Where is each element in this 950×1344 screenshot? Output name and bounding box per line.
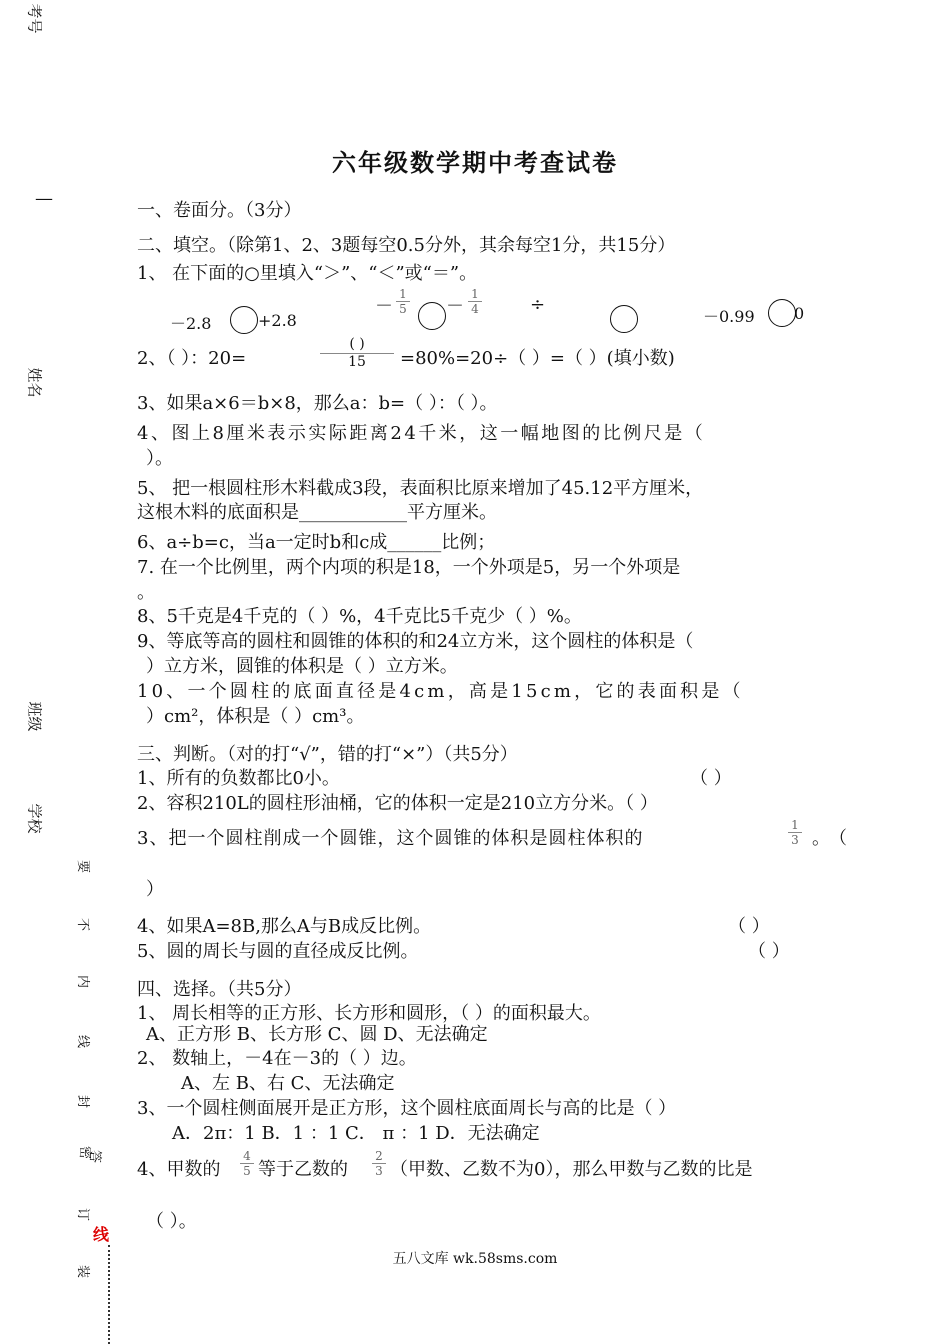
question-5-line-2: 这根木料的底面积是____________平方厘米。 [137,502,497,523]
question-10-line-1: 10、一个圆柱的底面直径是4cm，高是15cm，它的表面积是（ [137,681,744,702]
page-title: 六年级数学期中考查试卷 [332,148,618,177]
frac-den: 5 [399,302,407,316]
judge-1: 1、所有的负数都比0小。 [137,768,340,789]
section-1-heading: 一、卷面分。（3分） [137,200,302,221]
choice-4-answer: （ ）。 [146,1211,197,1232]
frac-num: 4 [243,1149,251,1163]
binding-char: 装 [75,1264,91,1279]
exam-no-label: 考号 [25,3,44,34]
judge-4: 4、如果A=8B,那么A与B成反比例。 [137,916,432,937]
warning-char: 线 [75,1034,91,1049]
question-8: 8、5千克是4千克的（ ）%，4千克比5千克少（ ）%。 [137,606,582,627]
section-2-heading: 二、填空。（除第1、2、3题每空0.5分外，其余每空1分，共15分） [137,235,676,256]
frac-num: 1 [791,818,799,832]
frac-den: 15 [348,354,366,370]
binding-char: 订 [75,1207,91,1222]
frac-den: 4 [471,302,479,316]
q1b-circle[interactable] [418,302,446,330]
choice-3: 3、一个圆柱侧面展开是正方形，这个圆柱底面周长与高的比是（ ） [137,1098,677,1119]
judge-5-paren: （ ） [748,941,790,962]
question-4-line-2: ）。 [146,448,173,469]
choice-2-options: A、左 B、右 C、无法确定 [181,1073,395,1094]
judge-3-close: ） [146,879,164,900]
warning-char: 封 [75,1094,91,1109]
frac-den: 3 [791,833,799,847]
choice-1-options: A、正方形 B、长方形 C、圆 D、无法确定 [146,1024,488,1045]
question-4-line-1: 4、图上8厘米表示实际距离24千米，这一幅地图的比例尺是（ [137,423,706,444]
q1b-minus-2: － [446,296,464,317]
frac-den: 5 [243,1164,251,1178]
judge-3-fraction [788,818,802,847]
q1d-left: －0.99 [703,307,755,326]
choice-4-start: 4、甲数的 [137,1159,221,1180]
question-7-line-2: 。 [137,582,155,603]
judge-5: 5、圆的周长与圆的直径成反比例。 [137,941,419,962]
q1d-right: 0 [794,304,805,323]
question-9-line-2: ）立方米，圆锥的体积是（ ）立方米。 [146,656,458,677]
frac-num: 1 [399,287,407,301]
choice-4-end: （甲数、乙数不为0），那么甲数与乙数的比是 [390,1159,753,1180]
question-10-line-2: ）cm²，体积是（ ）cm³。 [146,706,365,727]
warning-char: 密 [77,1145,93,1160]
warning-char: 内 [75,974,91,989]
frac-num: 2 [375,1149,383,1163]
name-label: 姓名 [25,367,44,398]
question-2-end: =80%=20÷（ ）=（ ）(填小数) [400,348,675,369]
margin-dash: — [35,188,53,209]
warning-char: 不 [75,917,91,932]
choice-4-fraction-1 [240,1149,254,1178]
q1b-frac-1 [396,287,410,316]
q1b-minus: － [375,296,393,317]
q1d-circle[interactable] [768,299,796,327]
judge-3-end: 。（ [812,828,855,849]
question-3: 3、如果a×6＝b×8，那么a：b=（ ）：（ ）。 [137,393,498,414]
choice-2: 2、 数轴上，－4在－3的（ ）边。 [137,1048,417,1069]
section-3-heading: 三、判断。（对的打“√”，错的打“×”）（共5分） [137,744,518,765]
footer-watermark: 五八文库 wk.58sms.com [392,1251,558,1267]
judge-4-paren: （ ） [728,916,770,937]
question-5-line-1: 5、 把一根圆柱形木料截成3段，表面积比原来增加了45.12平方厘米， [137,478,704,499]
q1a-right: +2.8 [258,311,297,330]
warning-char: 要 [75,859,91,874]
q1c-circle[interactable] [610,305,638,333]
class-label: 班级 [25,701,44,732]
warning-char: 答 [87,1149,103,1164]
frac-den: 3 [375,1164,383,1178]
q1c-divide: ÷ [530,294,546,315]
school-label: 学校 [25,803,44,834]
choice-3-options: A．2π：1 B．1 ：1 C． π ：1 D．无法确定 [172,1123,540,1144]
judge-1-paren: （ ） [690,768,732,789]
q1b-frac-2 [468,287,482,316]
frac-num: 1 [471,287,479,301]
q1a-circle[interactable] [230,306,258,334]
judge-2: 2、容积210L的圆柱形油桶，它的体积一定是210立方分米。（ ） [137,793,658,814]
question-6: 6、a÷b=c，当a一定时b和c成______比例； [137,532,496,553]
judge-3: 3、把一个圆柱削成一个圆锥，这个圆锥的体积是圆柱体积的 [137,828,644,849]
choice-4-middle: 等于乙数的 [258,1159,348,1180]
question-2-start: 2、（ ）：20= [137,348,247,369]
question-7-line-1: 7. 在一个比例里，两个内项的积是18，一个外项是5，另一个外项是 [137,557,681,578]
choice-4-fraction-2 [372,1149,386,1178]
choice-1: 1、 周长相等的正方形、长方形和圆形，（ ）的面积最大。 [137,1003,601,1024]
frac-num: ( ) [349,336,365,352]
binding-mark: 线 [93,1225,110,1244]
question-9-line-1: 9、等底等高的圆柱和圆锥的体积的和24立方米，这个圆柱的体积是（ [137,631,694,652]
q2-fraction [320,336,394,371]
section-4-heading: 四、选择。（共5分） [137,979,302,1000]
q1a-left: －2.8 [170,314,212,333]
question-1: 1、 在下面的○里填入“＞”、“＜”或“＝”。 [137,263,478,284]
